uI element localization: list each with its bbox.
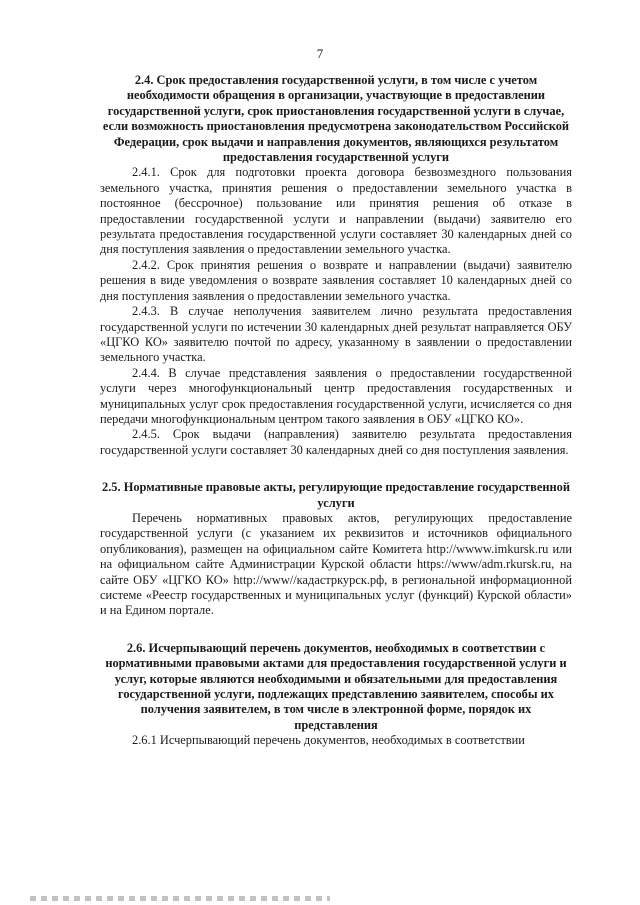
paragraph-2-4-1: 2.4.1. Срок для подготовки проекта договора безвозмездного пользования земельного участка, принятия решения о предоставлении земельного участка в постоянное (бессрочное) пользование или принятия решения об отказе в предоставлении государственной услуги и направлении (выдачи) заявителю его результата предоставления государственной услуги составляет 30 календарных дней со дня поступления заявления о предоставлении земельного участка. <box>100 165 572 257</box>
paragraph-2-4-3: 2.4.3. В случае неполучения заявителем лично результата предоставления государственной услуги по истечении 30 календарных дней результат направляется ОБУ «ЦГКО КО» заявителю почтой по адресу, указанному в заявлении о предоставлении земельного участка. <box>100 304 572 365</box>
section-spacer <box>100 458 572 480</box>
section-2-4-heading: 2.4. Срок предоставления государственной услуги, в том числе с учетом необходимости обращения в организации, участвующие в предоставлении государственной услуги, срок приостановления государственной услуги в случае, если возможность приостановления предусмотрена законодательством Российской Федерации, срок выдачи и направления документов, являющихся результатом предоставления государственной услуги <box>102 73 570 165</box>
section-2-5-heading: 2.5. Нормативные правовые акты, регулирующие предоставление государственной услуги <box>102 480 570 510</box>
section-spacer <box>100 619 572 641</box>
paragraph-2-6-1: 2.6.1 Исчерпывающий перечень документов, необходимых в соответствии <box>132 733 525 748</box>
section-2-6-heading: 2.6. Исчерпывающий перечень документов, необходимых в соответствии с нормативными правовыми актами для предоставления государственной услуги и услуг, которые являются необходимыми и обязательными для предоставления государственной услуги, подлежащих представлению заявителем, способы их получения заявителем, в том числе в электронной форме, порядок их представления <box>105 640 567 732</box>
page-number: 7 <box>316 46 324 61</box>
paragraph-2-4-2: 2.4.2. Срок принятия решения о возврате и направлении (выдачи) заявителю решения в виде уведомления о возврате заявления составляет 10 календарных дней со дня поступления заявления о предоставлении земельного участка. <box>100 257 572 303</box>
document-body <box>100 73 572 749</box>
paragraph-2-4-4: 2.4.4. В случае представления заявления о предоставлении государственной услуги через многофункциональный центр предоставления государственных и муниципальных услуг срок предоставления государственной услуги, исчисляется со дня передачи многофункциональным центром такого заявления в ОБУ «ЦГКО КО». <box>100 365 572 426</box>
paragraph-2-4-5: 2.4.5. Срок выдачи (направления) заявителю результата предоставления государственной услуги составляет 30 календарных дней со дня поступления заявления. <box>100 427 572 457</box>
scan-artifact-marks <box>30 896 330 901</box>
paragraph-2-5-1: Перечень нормативных правовых актов, регулирующих предоставление государственной услуги (с указанием их реквизитов и источников официального опубликования), размещен на официальном сайте Комитета http://wwww.imkursk.ru или на официальном сайте Администрации Курской области https://www/adm.rkursk.ru, на сайте ОБУ «ЦГКО КО» http://www//кадастркурск.рф, в региональной информационной системе «Реестр государственных и муниципальных услуг (функций) Курской области» и на Едином портале. <box>100 510 572 618</box>
